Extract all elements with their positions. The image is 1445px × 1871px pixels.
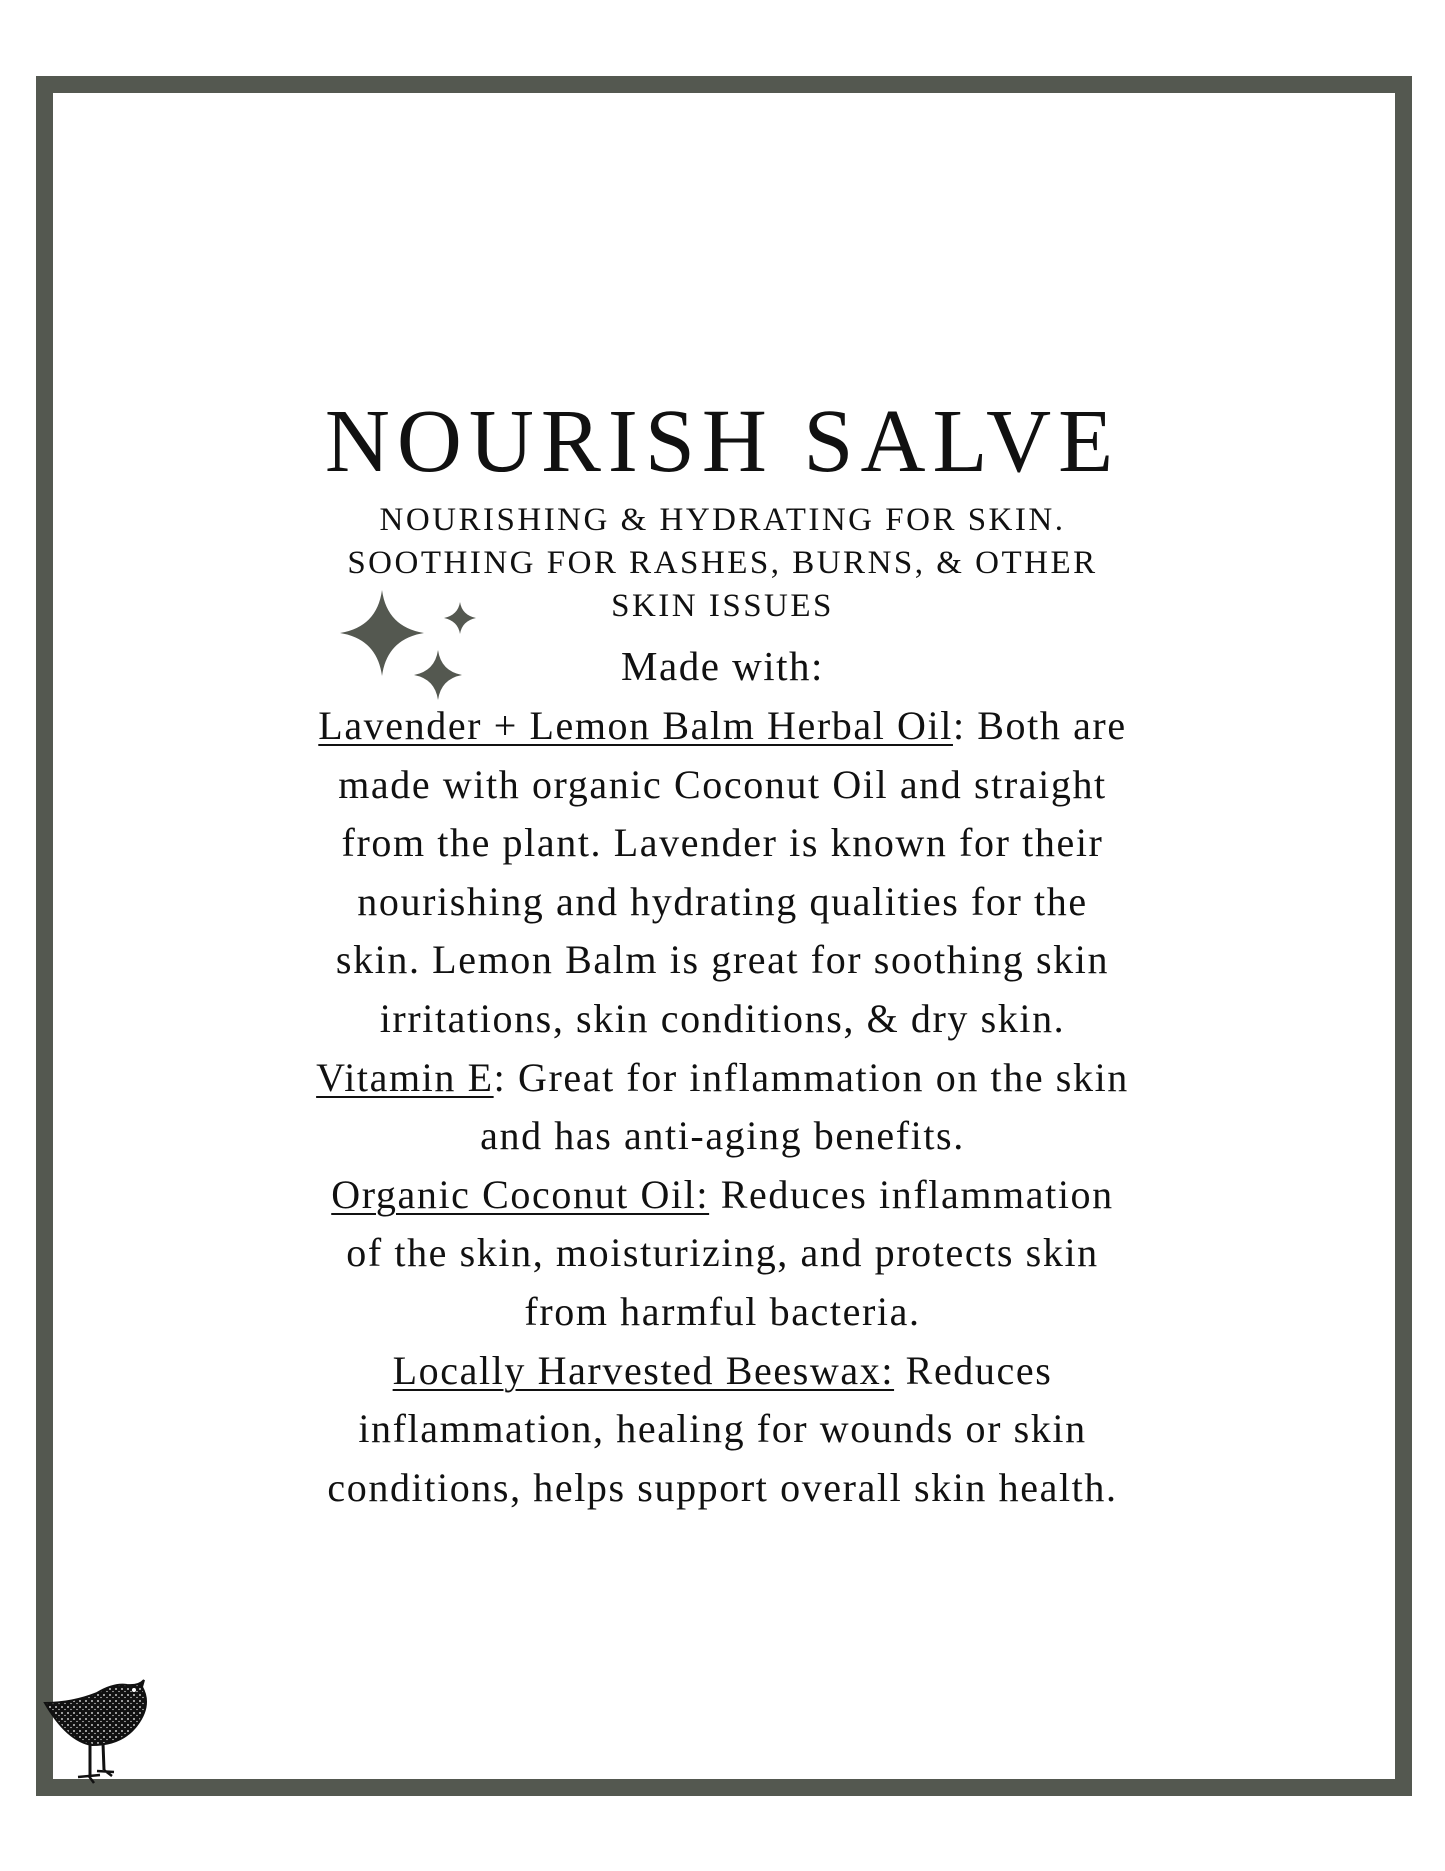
body-text: from the plant. Lavender is known for their: [341, 820, 1104, 866]
ingredient-name: Organic Coconut Oil:: [331, 1171, 710, 1217]
body-text: irritations, skin conditions, & dry skin.: [379, 996, 1066, 1041]
body-line: [0, 1111, 1445, 1161]
subtitle-line-2: SOOTHING FOR RASHES, BURNS, & OTHER: [347, 545, 1098, 581]
body-text: : Great for inflammation on the skin: [493, 1054, 1129, 1100]
body-line: [0, 1463, 1445, 1513]
body-text: Reduces: [894, 1347, 1053, 1393]
body-text: nourishing and hydrating qualities for the: [357, 878, 1088, 924]
subtitle-line-3: SKIN ISSUES: [611, 588, 834, 624]
ingredient-name: Vitamin E: [316, 1054, 494, 1100]
product-title: NOURISH SALVE: [324, 392, 1121, 491]
body-line: [0, 877, 1445, 927]
made-with-heading: Made with:: [621, 643, 824, 689]
body-line: [0, 1053, 1445, 1103]
body-line: [0, 701, 1445, 751]
body-text: of the skin, moisturizing, and protects skin: [346, 1230, 1099, 1276]
body-line: [0, 1346, 1445, 1396]
body-text: Reduces inflammation: [709, 1171, 1114, 1217]
body-line: [0, 1170, 1445, 1220]
ingredient-name: Lavender + Lemon Balm Herbal Oil: [318, 703, 953, 748]
subtitle-line-1: NOURISHING & HYDRATING FOR SKIN.: [379, 502, 1066, 538]
body-line: [0, 994, 1445, 1044]
body-line: [0, 818, 1445, 868]
body-line: [0, 1228, 1445, 1278]
body-text: made with organic Coconut Oil and straight: [338, 761, 1107, 807]
body-text: conditions, helps support overall skin health.: [327, 1464, 1118, 1510]
ingredient-name: Locally Harvested Beeswax:: [392, 1347, 895, 1393]
body-text: : Both are: [952, 703, 1127, 748]
body-line: [0, 1287, 1445, 1337]
body-text: and has anti-aging benefits.: [480, 1113, 965, 1159]
body-text: from harmful bacteria.: [524, 1289, 921, 1334]
bird-icon: [42, 1675, 162, 1790]
body-line: [0, 935, 1445, 985]
body-line: [0, 760, 1445, 810]
body-line: [0, 1404, 1445, 1454]
body-text: skin. Lemon Balm is great for soothing skin: [335, 937, 1110, 983]
body-text: inflammation, healing for wounds or skin: [358, 1406, 1087, 1452]
